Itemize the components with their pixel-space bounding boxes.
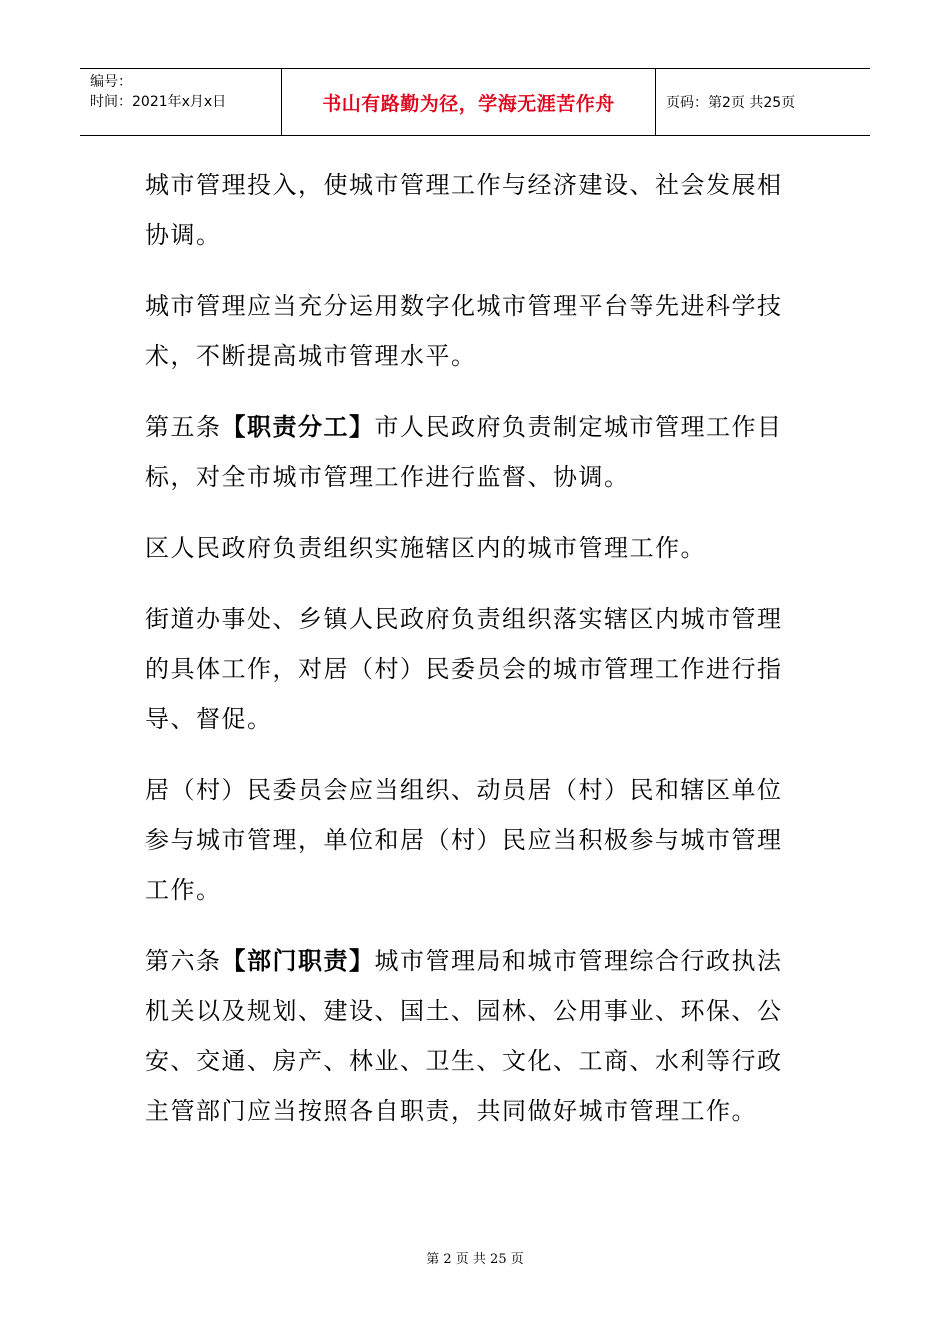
footer-page-number: 第 2 页 共 25 页 [426, 1252, 524, 1267]
paragraph-4: 区人民政府负责组织实施辖区内的城市管理工作。 [145, 534, 706, 562]
article-text: 城市管理局和城市管理综合行政执法机关以及规划、建设、国土、园林、公用事业、环保、公安、交通、房产、林业、卫生、文化、工商、水利等行政主管部门应当按照各自职责，共同做好城市管理工作。 [145, 947, 783, 1125]
paragraph-5: 街道办事处、乡镇人民政府负责组织落实辖区内城市管理的具体工作，对居（村）民委员会的城市管理工作进行指导、督促。 [145, 605, 783, 733]
header-motto-cell [282, 69, 656, 135]
article-title: 【部门职责】 [221, 947, 375, 975]
number-label: 编号： [90, 74, 132, 90]
header-page-cell [656, 69, 870, 135]
article-title: 【职责分工】 [221, 413, 375, 441]
paragraph-article-6 [145, 936, 805, 1136]
document-body [145, 160, 805, 1157]
header-meta-cell [80, 69, 282, 135]
article-text: 市人民政府负责制定城市管理工作目标，对全市城市管理工作进行监督、协调。 [145, 413, 783, 491]
paragraph-6: 居（村）民委员会应当组织、动员居（村）民和辖区单位参与城市管理，单位和居（村）民应当积极参与城市管理工作。 [145, 776, 783, 904]
motto-text: 书山有路勤为径，学海无涯苦作舟 [322, 92, 615, 115]
paragraph-1: 城市管理投入，使城市管理工作与经济建设、社会发展相协调。 [145, 171, 783, 249]
time-label: 时间：2021年x月x日 [90, 94, 227, 110]
page-info: 页码：第2页 共25页 [666, 95, 796, 111]
paragraph-article-5 [145, 402, 805, 502]
document-header [80, 68, 870, 136]
page-footer [0, 1248, 950, 1267]
paragraph-2: 城市管理应当充分运用数字化城市管理平台等先进科学技术，不断提高城市管理水平。 [145, 292, 783, 370]
article-number: 第六条 [145, 947, 222, 975]
article-number: 第五条 [145, 413, 222, 441]
